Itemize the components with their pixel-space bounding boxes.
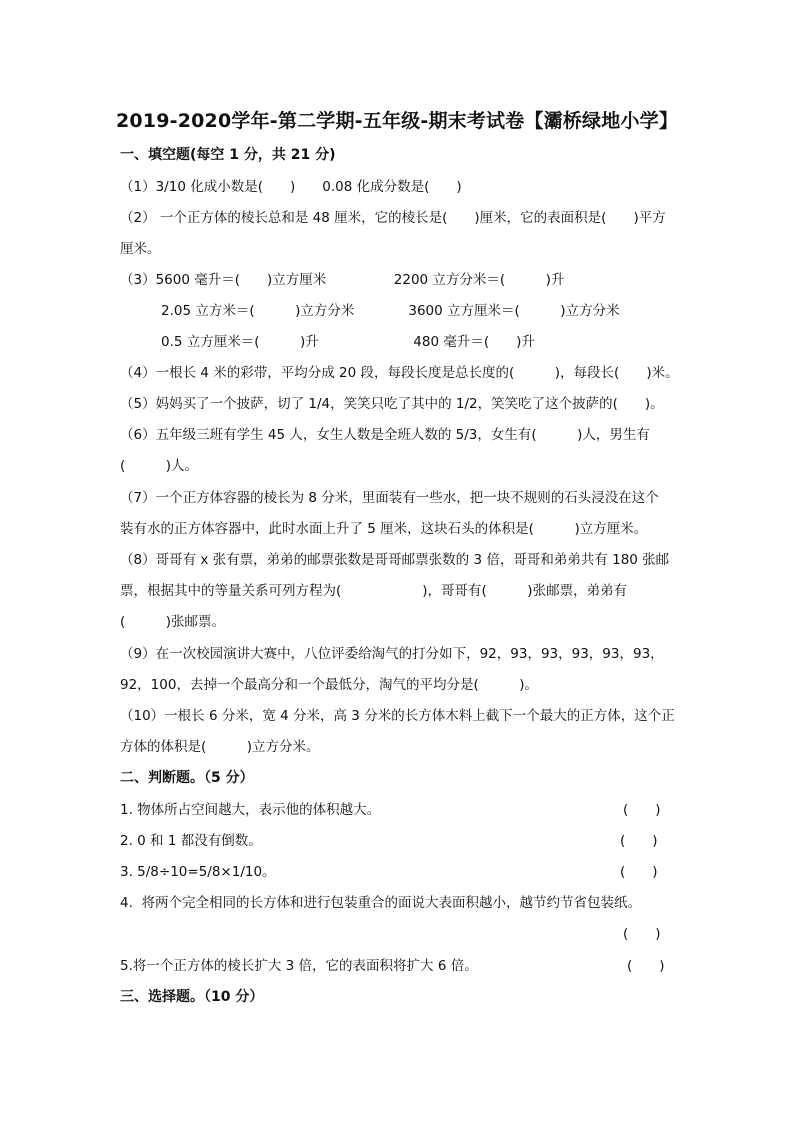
fill-line-5: 2.05 立方米＝( )立方分米 3600 立方厘米＝( )立方分米 <box>161 303 620 319</box>
fill-line-7: （4）一根长 4 米的彩带，平均分成 20 段，每段长度是总长度的( )，每段长( )米。 <box>120 365 679 381</box>
fill-line-10: ( )人。 <box>120 458 199 474</box>
section1-heading: 一、填空题(每空 1 分，共 21 分) <box>120 147 336 163</box>
fill-line-16: （9）在一次校园演讲大赛中，八位评委给淘气的打分如下，92，93，93，93，93，93， <box>120 646 664 662</box>
fill-line-13: （8）哥哥有 x 张有票，弟弟的邮票张数是哥哥邮票张数的 3 倍，哥哥和弟弟共有 180 张邮 <box>120 552 670 568</box>
section3-heading: 三、选择题。（10 分） <box>120 989 264 1005</box>
section2-heading: 二、判断题。（5 分） <box>120 770 254 786</box>
fill-line-15: ( )张邮票。 <box>120 614 226 630</box>
judge-answer-mark-3: ( ) <box>620 864 658 880</box>
fill-line-11: （7）一个正方体容器的棱长为 8 分米，里面装有一些水，把一块不规则的石头浸没在这个 <box>120 490 659 506</box>
judge-answer-mark-1: ( ) <box>623 802 661 818</box>
fill-line-6: 0.5 立方厘米＝( )升 480 毫升＝( )升 <box>161 334 535 350</box>
fill-line-2: （2） 一个正方体的棱长总和是 48 厘米，它的棱长是( )厘米，它的表面积是( )平方 <box>120 210 666 226</box>
fill-line-18: （10）一根长 6 分米，宽 4 分米，高 3 分米的长方体木料上截下一个最大的正方体，这个正 <box>120 708 675 724</box>
judge-item-5: 5.将一个正方体的棱长扩大 3 倍，它的表面积将扩大 6 倍。 <box>120 958 478 974</box>
fill-line-14: 票，根据其中的等量关系可列方程为( )，哥哥有( )张邮票，弟弟有 <box>120 583 628 599</box>
judge-item-4: 4. 将两个完全相同的长方体和进行包装重合的面说大表面积越小，越节约节省包装纸。 <box>120 895 641 911</box>
judge-item-1: 1. 物体所占空间越大，表示他的体积越大。 <box>120 802 381 818</box>
fill-line-4: （3）5600 毫升＝( )立方厘米 2200 立方分米＝( )升 <box>120 272 565 288</box>
judge-answer-mark-2: ( ) <box>620 833 658 849</box>
judge-item-3: 3. 5/8÷10=5/8×1/10。 <box>120 864 276 880</box>
exam-title: 2019-2020学年-第二学期-五年级-期末考试卷【灞桥绿地小学】 <box>115 110 679 132</box>
fill-line-12: 装有水的正方体容器中，此时水面上升了 5 厘米，这块石头的体积是( )立方厘米。 <box>120 521 648 537</box>
fill-line-1: （1）3/10 化成小数是( ) 0.08 化成分数是( ) <box>120 179 462 195</box>
fill-line-17: 92，100，去掉一个最高分和一个最低分，淘气的平均分是( )。 <box>120 677 538 693</box>
judge-item-2: 2. 0 和 1 都没有倒数。 <box>120 833 262 849</box>
judge-answer-mark-4: ( ) <box>623 926 661 942</box>
fill-line-19: 方体的体积是( )立方分米。 <box>120 739 320 755</box>
fill-line-9: （6）五年级三班有学生 45 人，女生人数是全班人数的 5/3，女生有( )人，男生有 <box>120 427 650 443</box>
judge-answer-mark-5: ( ) <box>627 958 665 974</box>
fill-line-8: （5）妈妈买了一个披萨，切了 1/4，笑笑只吃了其中的 1/2，笑笑吃了这个披萨的( )。 <box>120 396 664 412</box>
fill-line-3: 厘米。 <box>120 241 161 257</box>
